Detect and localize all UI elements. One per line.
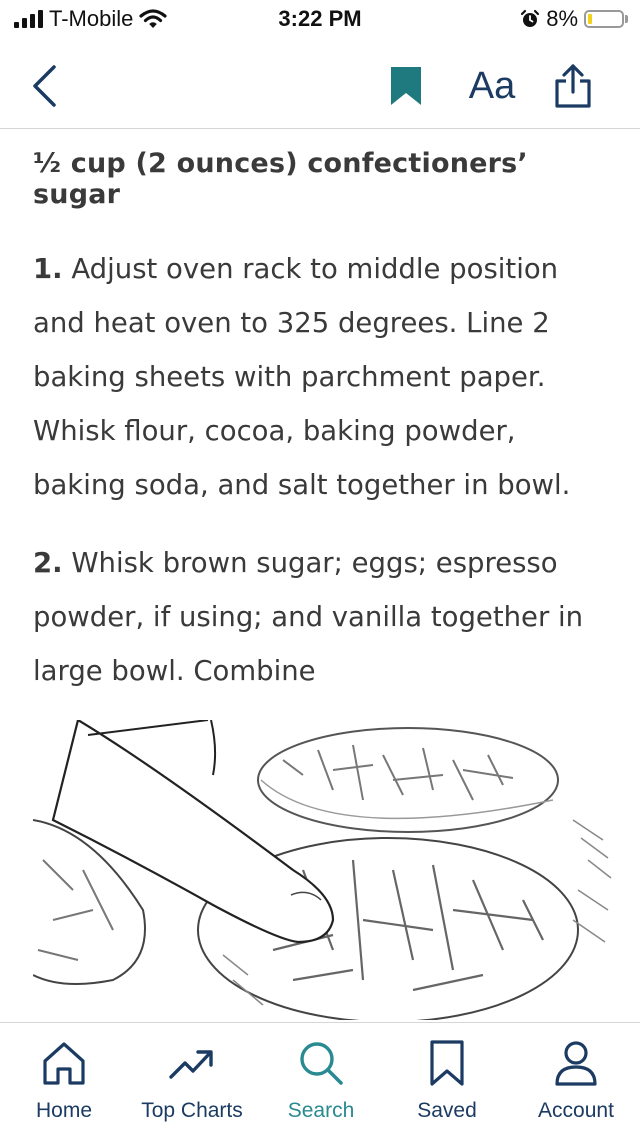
bookmark-outline-icon	[427, 1039, 467, 1087]
bookmark-button[interactable]	[384, 44, 428, 128]
font-settings-button[interactable]: Aa	[468, 64, 516, 107]
status-right	[520, 6, 628, 32]
step-text: Whisk brown sugar; eggs; espresso powder, if using; and vanilla together in large bowl. Combine	[33, 547, 584, 687]
status-time: 3:22 PM	[278, 6, 362, 31]
tab-saved[interactable]	[407, 1023, 487, 1137]
cookie-press-illustration	[33, 720, 613, 1020]
share-icon	[553, 63, 593, 109]
tab-label: Saved	[417, 1099, 477, 1122]
bottom-tab-bar	[0, 1022, 640, 1137]
recipe-content	[33, 130, 613, 1020]
step-number: 2.	[33, 547, 63, 579]
battery-icon	[584, 10, 624, 28]
status-bar	[0, 0, 640, 40]
trending-up-icon	[168, 1039, 216, 1087]
tab-home[interactable]	[24, 1023, 104, 1137]
tab-search[interactable]	[276, 1023, 366, 1137]
bookmark-filled-icon	[389, 65, 423, 107]
tab-account[interactable]	[528, 1023, 624, 1137]
step-number: 1.	[33, 253, 63, 285]
alarm-icon	[520, 9, 540, 29]
tab-label: Search	[287, 1099, 355, 1122]
back-button[interactable]	[20, 44, 70, 128]
ingredient-line: ½ cup (2 ounces) confectioners’ sugar	[33, 148, 528, 210]
chevron-left-icon	[30, 64, 60, 108]
recipe-step-2	[33, 536, 613, 698]
tab-top-charts[interactable]	[132, 1023, 252, 1137]
tab-label: Account	[538, 1099, 614, 1122]
home-icon	[40, 1039, 88, 1087]
battery-percent: 8%	[546, 6, 578, 31]
tab-label: Top Charts	[141, 1099, 243, 1122]
reader-nav-bar	[0, 44, 640, 129]
person-icon	[552, 1039, 600, 1087]
tab-label: Home	[35, 1099, 93, 1122]
share-button[interactable]	[550, 44, 596, 128]
step-text: Adjust oven rack to middle position and heat oven to 325 degrees. Line 2 baking sheets with parchment paper. Whisk flour, cocoa, baking powder, baking soda, and salt together in bowl.	[33, 253, 571, 501]
search-icon	[296, 1038, 346, 1088]
carrier-name: T-Mobile	[49, 6, 134, 31]
recipe-step-1	[33, 242, 613, 512]
